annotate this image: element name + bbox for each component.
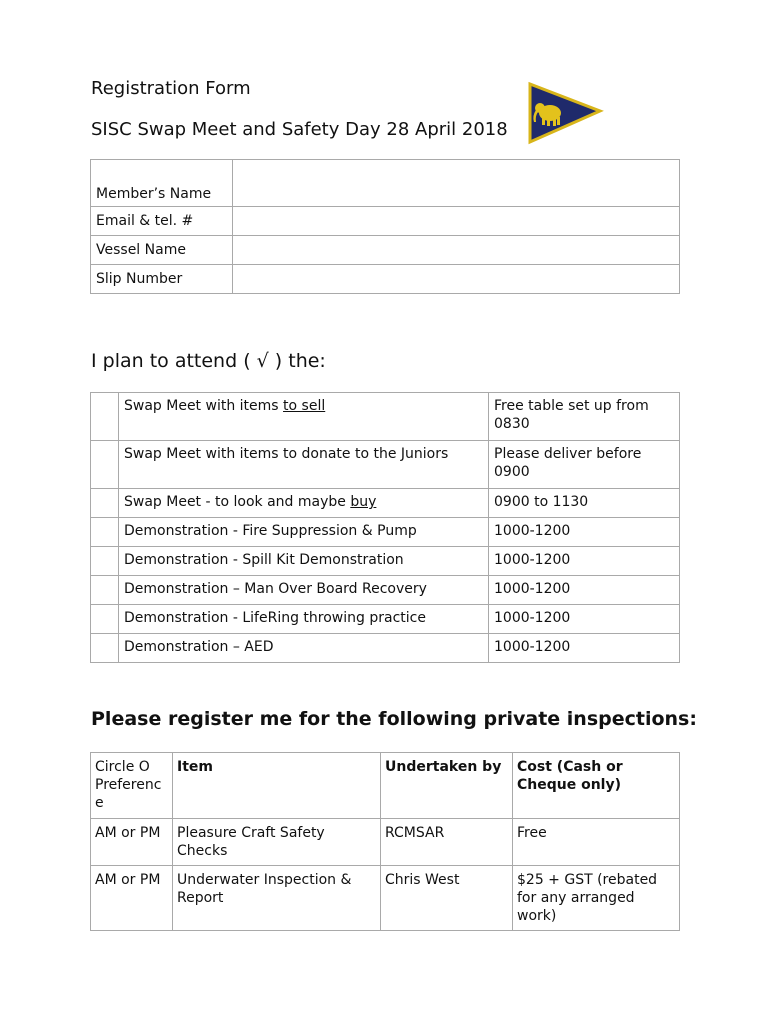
cost-header: Cost (Cash or Cheque only)	[513, 753, 680, 819]
member-name-label: Member’s Name	[91, 160, 233, 207]
attend-activity	[119, 605, 489, 634]
activity-text: Demonstration – Man Over Board Recovery	[124, 581, 427, 597]
member-details-table	[90, 159, 680, 294]
email-tel-field[interactable]	[233, 207, 680, 236]
inspection-item: Pleasure Craft Safety Checks	[173, 819, 381, 866]
inspections-table	[90, 752, 680, 931]
inspection-provider: Chris West	[381, 866, 513, 931]
inspection-cost: Free	[513, 819, 680, 866]
activity-text: Swap Meet with items	[124, 398, 284, 414]
attend-checkbox[interactable]	[91, 518, 119, 547]
attend-heading: I plan to attend ( √ ) the:	[91, 350, 326, 372]
attend-time: 0900 to 1130	[489, 489, 680, 518]
attend-time: 1000-1200	[489, 518, 680, 547]
attend-activity	[119, 576, 489, 605]
item-header: Item	[173, 753, 381, 819]
inspection-item: Underwater Inspection & Report	[173, 866, 381, 931]
activity-underlined: to sell	[283, 398, 326, 414]
attend-checkbox[interactable]	[91, 489, 119, 518]
attend-time: 1000-1200	[489, 605, 680, 634]
attend-table	[90, 392, 680, 663]
email-tel-label: Email & tel. #	[91, 207, 233, 236]
activity-text: Demonstration - Spill Kit Demonstration	[124, 552, 404, 568]
attend-activity	[119, 634, 489, 663]
attend-checkbox[interactable]	[91, 605, 119, 634]
slip-number-label: Slip Number	[91, 265, 233, 294]
undertaken-by-header: Undertaken by	[381, 753, 513, 819]
attend-checkbox[interactable]	[91, 576, 119, 605]
am-pm-choice[interactable]: AM or PM	[91, 819, 173, 866]
preference-header: Circle O Preferenc e	[91, 753, 173, 819]
attend-activity	[119, 393, 489, 441]
attend-activity	[119, 518, 489, 547]
attend-activity	[119, 547, 489, 576]
vessel-name-label: Vessel Name	[91, 236, 233, 265]
attend-checkbox[interactable]	[91, 547, 119, 576]
activity-text: Swap Meet - to look and maybe	[124, 494, 351, 510]
form-title: Registration Form	[91, 78, 251, 99]
activity-text: Demonstration – AED	[124, 639, 274, 655]
attend-checkbox[interactable]	[91, 634, 119, 663]
attend-checkbox[interactable]	[91, 441, 119, 489]
event-subtitle: SISC Swap Meet and Safety Day 28 April 2018	[91, 119, 508, 140]
slip-number-field[interactable]	[233, 265, 680, 294]
attend-time: Please deliver before 0900	[489, 441, 680, 489]
member-name-field[interactable]	[233, 160, 680, 207]
attend-time: 1000-1200	[489, 634, 680, 663]
attend-activity	[119, 489, 489, 518]
inspection-provider: RCMSAR	[381, 819, 513, 866]
activity-text: Demonstration - LifeRing throwing practice	[124, 610, 426, 626]
vessel-name-field[interactable]	[233, 236, 680, 265]
attend-time: 1000-1200	[489, 576, 680, 605]
attend-checkbox[interactable]	[91, 393, 119, 441]
inspections-heading: Please register me for the following private inspections:	[91, 708, 697, 730]
attend-time: 1000-1200	[489, 547, 680, 576]
activity-text: Demonstration - Fire Suppression & Pump	[124, 523, 417, 539]
attend-time: Free table set up from 0830	[489, 393, 680, 441]
club-burgee-elephant-icon	[526, 80, 604, 146]
inspection-cost: $25 + GST (rebated for any arranged work)	[513, 866, 680, 931]
activity-text: Swap Meet with items to donate to the Juniors	[124, 446, 449, 462]
am-pm-choice[interactable]: AM or PM	[91, 866, 173, 931]
attend-activity	[119, 441, 489, 489]
activity-underlined: buy	[350, 494, 377, 510]
